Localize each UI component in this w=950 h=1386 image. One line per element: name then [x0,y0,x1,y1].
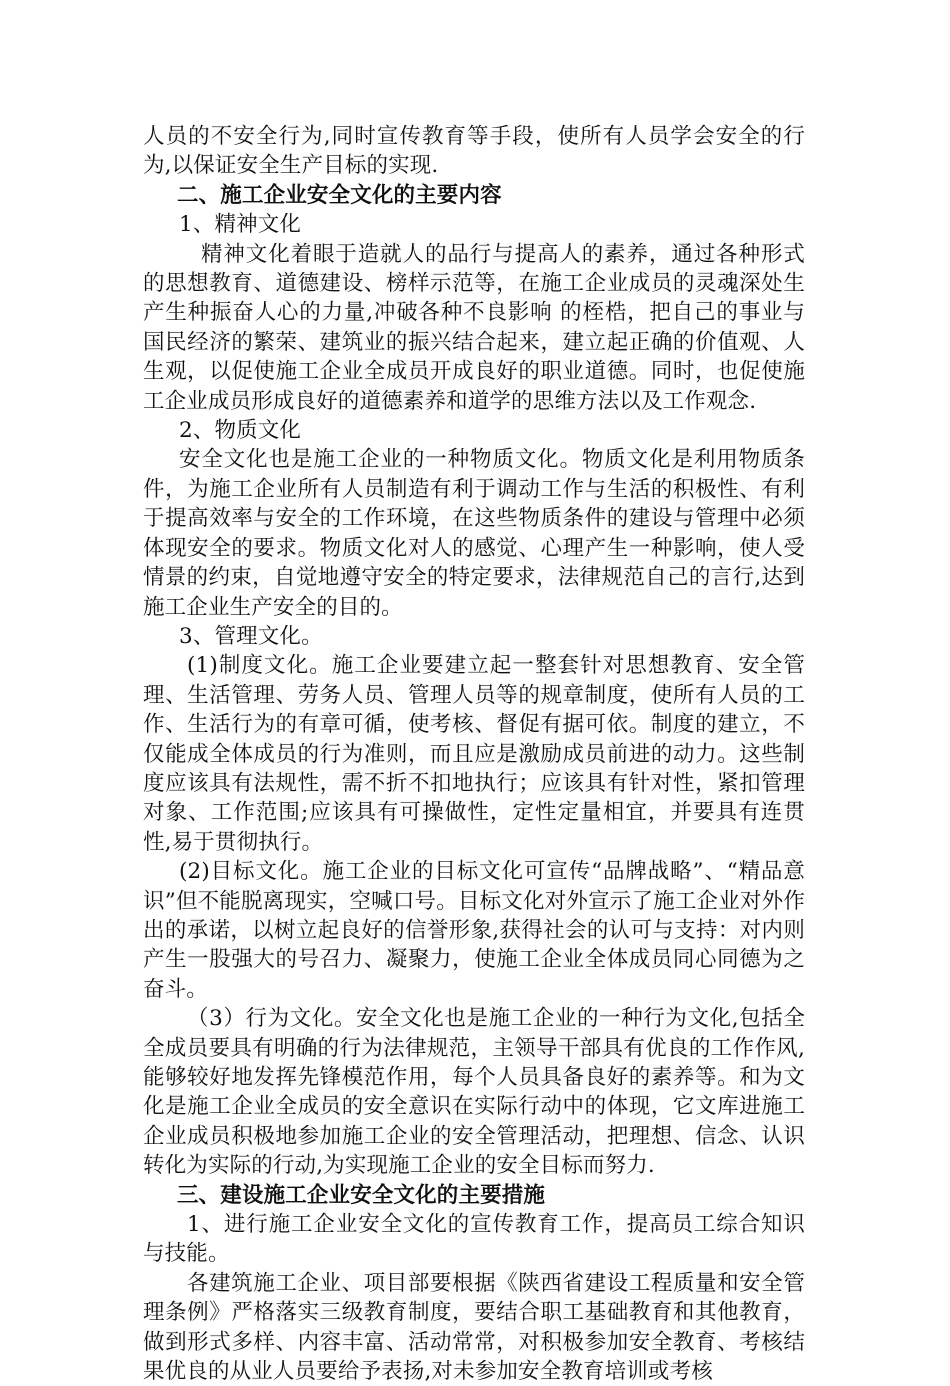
section-heading-2: 二、施工企业安全文化的主要内容 [177,182,502,208]
paragraph-goal-culture: (2)目标文化。施工企业的目标文化可宣传“品牌战略”、“精品意识”但不能脱离现实，空喊口号。目标文化对外宣示了施工企业对外作出的承诺，以树立起良好的信誉形象,获得社会的认可与支持：对内则产生一股强大的号召力、凝聚力，使施工企业全体成员同心同德为之奋斗。 [143,859,805,1002]
document-body [143,122,805,1386]
paragraph-spiritual-culture: 精神文化着眼于造就人的品行与提高人的素养，通过各种形式的思想教育、道德建设、榜样示范等，在施工企业成员的灵魂深处生产生种振奋人心的力量,冲破各种不良影响 的桎梏，把自己的事业与国民经济的繁荣、建筑业的振兴结合起来，建立起正确的价值观、人生观，以促使施工企业全成员开成良好的职业道德。同时，也促使施工企业成员形成良好的道德素养和道学的思维方法以及工作观念. [143,241,805,414]
paragraph-system-culture: (1)制度文化。施工企业要建立起一整套针对思想教育、安全管理、生活管理、劳务人员、管理人员等的规章制度，使所有人员的工作、生活行为的有章可循，使考核、督促有据可依。制度的建立，不仅能成全体成员的行为准则，而且应是激励成员前进的动力。这些制度应该具有法规性，需不折不扣地执行；应该具有针对性，紧扣管理对象、工作范围;应该具有可操做性，定性定量相宜，并要具有连贯性,易于贯彻执行。 [143,653,805,855]
paragraph-intro-continuation: 人员的不安全行为,同时宣传教育等手段，使所有人员学会安全的行为,以保证安全生产目标的实现. [143,124,805,179]
subheading-material-culture: 2、物质文化 [179,418,302,444]
paragraph-education-system: 各建筑施工企业、项目部要根据《陕西省建设工程质量和安全管理条例》严格落实三级教育制度，要结合职工基础教育和其他教育，做到形式多样、内容丰富、活动常常，对积极参加安全教育、考核结果优良的从业人员要给予表扬,对未参加安全教育培训或考核 [143,1270,805,1385]
paragraph-education-work: 1、进行施工企业安全文化的宣传教育工作，提高员工综合知识与技能。 [143,1212,805,1267]
paragraph-material-culture: 安全文化也是施工企业的一种物质文化。物质文化是利用物质条件，为施工企业所有人员制造有利于调动工作与生活的积极性、有利于提高效率与安全的工作环境，在这些物质条件的建设与管理中必须体现安全的要求。物质文化对人的感觉、心理产生一种影响，使人受情景的约束，自觉地遵守安全的特定要求，法律规范自己的言行,达到施工企业生产安全的目的。 [143,447,805,620]
paragraph-behavior-culture: （3）行为文化。安全文化也是施工企业的一种行为文化,包括全全成员要具有明确的行为法律规范，主领导干部具有优良的工作作风,能够较好地发挥先锋模范作用，每个人员具备良好的素养等。和为文化是施工企业全成员的安全意识在实际行动中的体现，它文库进施工企业成员积极地参加施工企业的安全管理活动，把理想、信念、认识转化为实际的行动,为实现施工企业的安全目标而努力. [143,1006,805,1179]
subheading-management-culture: 3、管理文化。 [179,623,323,649]
section-heading-3: 三、建设施工企业安全文化的主要措施 [177,1182,546,1208]
subheading-spiritual-culture: 1、精神文化 [179,212,302,238]
